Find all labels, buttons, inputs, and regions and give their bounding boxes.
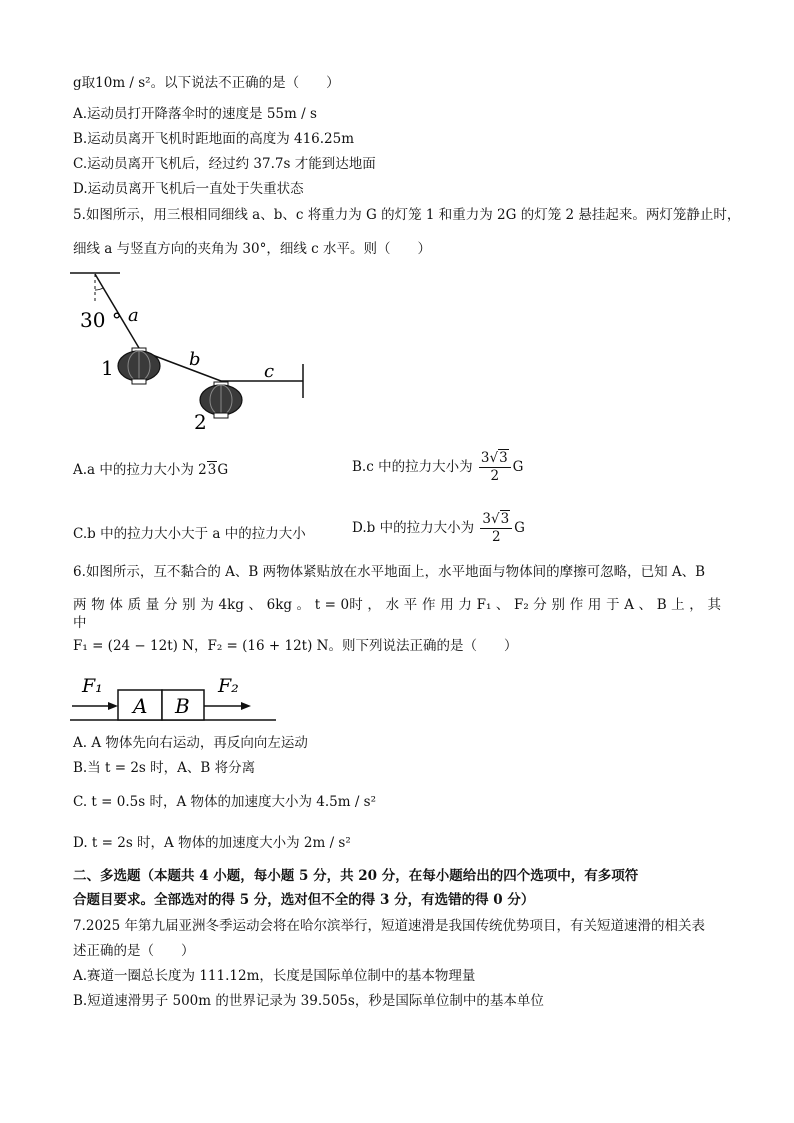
q6-option-a: A. A 物体先向右运动，再反向向左运动: [73, 735, 308, 751]
q5-option-d: [352, 511, 525, 546]
string-a-label: a: [128, 305, 139, 326]
sqrt-radicand: 3: [207, 462, 217, 478]
q5-option-d-unit: G: [514, 520, 525, 536]
lantern-1-label: 1: [101, 356, 114, 380]
q6-stem-line3: F₁ = (24 − 12t) N，F₂ = (16 + 12t) N。则下列说法正确的是（ ）: [73, 638, 518, 654]
string-c-label: c: [264, 361, 275, 382]
q7-stem-line1: 7.2025 年第九届亚洲冬季运动会将在哈尔滨举行，短道速滑是我国传统优势项目，有关短道速滑的相关表: [73, 918, 706, 934]
fraction: $\frac{3√3}{2}$: [479, 450, 511, 485]
q5-option-b: [352, 450, 523, 485]
q7-stem-line2: 述正确的是（ ）: [73, 943, 195, 959]
q5-stem-line1: 5.如图所示，用三根相同细线 a、b、c 将重力为 G 的灯笼 1 和重力为 2G 的灯笼 2 悬挂起来。两灯笼静止时，: [73, 207, 741, 223]
string-b-label: b: [189, 349, 201, 370]
q4-option-a: A.运动员打开降落伞时的速度是 55m / s: [73, 106, 317, 122]
lantern-figure: [70, 266, 320, 436]
q4-option-d: D.运动员离开飞机后一直处于失重状态: [73, 181, 304, 197]
fraction: $\frac{3√3}{2}$: [480, 511, 512, 546]
q6-option-c: C. t = 0.5s 时，A 物体的加速度大小为 4.5m / s²: [73, 794, 377, 810]
f2-arrowhead: [241, 702, 251, 710]
q6-stem-line2: 两 物 体 质 量 分 别 为 4kg 、 6kg 。 t = 0时 ， 水 平 作 用 力 F₁ 、 F₂ 分 别 作 用 于 A 、 B 上 ， 其 中: [73, 597, 721, 631]
lantern-2-label: 2: [194, 410, 207, 434]
f1-arrowhead: [108, 702, 118, 710]
q5-option-a: [73, 458, 228, 478]
q5-option-d-text: D.b 中的拉力大小为: [352, 520, 475, 536]
q5-option-c: C.b 中的拉力大小大于 a 中的拉力大小: [73, 526, 306, 542]
q5-option-b-text: B.c 中的拉力大小为: [352, 459, 473, 475]
q5-option-a-text: A.a 中的拉力大小为 2: [73, 462, 207, 478]
f1-label: F₁: [82, 675, 103, 697]
q4-intro: g取10m / s²。以下说法不正确的是（ ）: [73, 75, 340, 91]
lantern-1: [118, 348, 160, 384]
q6-stem-line1: 6.如图所示，互不黏合的 A、B 两物体紧贴放在水平地面上，水平地面与物体间的摩擦可忽略，已知 A、B: [73, 564, 706, 580]
q6-option-b: B.当 t = 2s 时，A、B 将分离: [73, 760, 256, 776]
block-a-label: A: [133, 694, 148, 718]
q4-option-c: C.运动员离开飞机后，经过约 37.7s 才能到达地面: [73, 156, 376, 172]
q7-option-a: A.赛道一圈总长度为 111.12m，长度是国际单位制中的基本物理量: [73, 968, 476, 984]
f2-label: F₂: [218, 675, 239, 697]
q6-option-d: D. t = 2s 时，A 物体的加速度大小为 2m / s²: [73, 835, 351, 851]
section-heading-line2: 合题目要求。全部选对的得 5 分，选对但不全的得 3 分，有选错的得 0 分）: [73, 892, 535, 908]
q5-option-b-unit: G: [512, 459, 524, 475]
q5-option-a-unit: G: [217, 462, 229, 478]
angle-arc: [95, 288, 103, 290]
q5-stem-line2: 细线 a 与竖直方向的夹角为 30°，细线 c 水平。则（ ）: [73, 241, 431, 257]
blocks-figure: [70, 670, 280, 725]
section-heading-line1: 二、多选题（本题共 4 小题，每小题 5 分，共 20 分，在每小题给出的四个选项中，有多项符: [73, 868, 639, 884]
angle-label: 30 °: [80, 308, 122, 332]
block-b-label: B: [175, 694, 190, 718]
q7-option-b: B.短道速滑男子 500m 的世界记录为 39.505s，秒是国际单位制中的基本单位: [73, 993, 544, 1009]
q4-option-b: B.运动员离开飞机时距地面的高度为 416.25m: [73, 131, 355, 147]
